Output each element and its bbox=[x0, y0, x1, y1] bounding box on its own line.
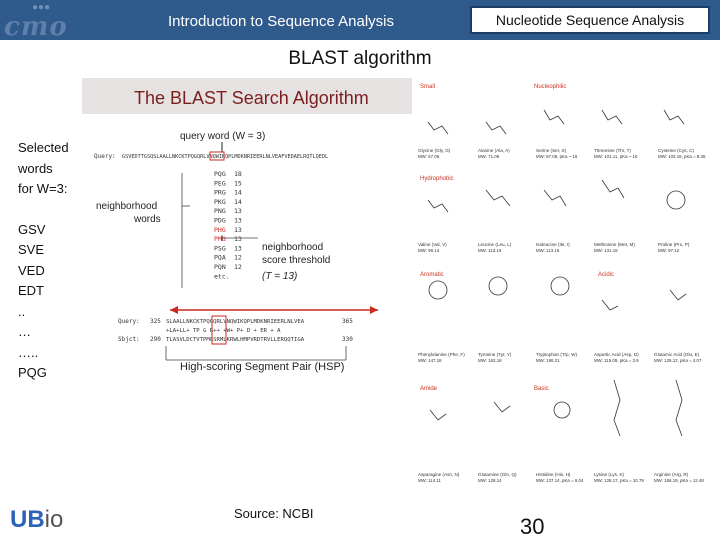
amino-acid-mw: MW: 128.17, pKa = 10.79 bbox=[594, 478, 644, 483]
neighborhood-score: 13 bbox=[234, 207, 242, 216]
amino-acid-name: Glycine (Gly, G) bbox=[418, 148, 451, 153]
amino-acid-mw: MW: 113.16 bbox=[478, 248, 502, 253]
amino-acid-name: Serine (Ser, S) bbox=[536, 148, 567, 153]
amino-acid-mw: MW: 99.14 bbox=[418, 248, 440, 253]
slide-title: BLAST algorithm bbox=[288, 48, 432, 69]
header-bar bbox=[0, 0, 720, 40]
source-credit: Source: NCBI bbox=[234, 506, 314, 521]
hsp-label: High-scoring Segment Pair (HSP) bbox=[180, 361, 345, 373]
amino-acid-mw: MW: 147.18 bbox=[418, 358, 442, 363]
logo-main: UB bbox=[10, 506, 45, 533]
word-item: VED bbox=[18, 262, 45, 278]
word-item: PQG bbox=[18, 365, 47, 380]
neighborhood-word: PEG bbox=[214, 179, 226, 188]
amino-acid-mw: MW: 129.12, pKa = 4.07 bbox=[654, 358, 702, 363]
neighborhood-word: PKG bbox=[214, 197, 226, 206]
amino-acid-name: Cysteine (Cys, C) bbox=[658, 148, 694, 153]
neighborhood-score: 12 bbox=[234, 263, 242, 271]
section-tag: Nucleotide Sequence Analysis bbox=[470, 6, 710, 34]
amino-group-label: Acidic bbox=[598, 272, 615, 278]
neighborhood-score: 12 bbox=[234, 253, 242, 262]
neighborhood-word: PHG bbox=[214, 225, 226, 234]
threshold-label: neighborhood score threshold bbox=[262, 242, 331, 266]
amino-acid-mw: MW: 57.05 bbox=[418, 154, 440, 159]
amino-acid-mw: MW: 71.09 bbox=[478, 154, 500, 159]
neighborhood-word: PMG bbox=[214, 235, 226, 244]
logo-suffix: io bbox=[44, 506, 64, 533]
neighborhood-word: PQA bbox=[214, 253, 226, 262]
align-sbjct-end: 330 bbox=[342, 336, 353, 343]
word-item: … bbox=[18, 324, 31, 339]
intro-line: words bbox=[18, 160, 53, 176]
amino-acid-name: Valine (Val, V) bbox=[418, 242, 447, 247]
word-item: GSV bbox=[18, 221, 46, 237]
neighborhood-score: 13 bbox=[234, 244, 242, 253]
blast-figure bbox=[82, 78, 412, 378]
course-title: Introduction to Sequence Analysis bbox=[168, 13, 394, 30]
amino-acid-mw: MW: 137.14, pKa = 6.04 bbox=[536, 478, 584, 483]
amino-acid-mw: MW: 97.12 bbox=[658, 248, 680, 253]
neighborhood-word: PQN bbox=[214, 263, 226, 271]
neighborhood-score: 14 bbox=[234, 197, 242, 206]
query-label: Query: bbox=[94, 153, 116, 160]
amino-acid-mw: MW: 186.21 bbox=[536, 358, 560, 363]
query-sequence: GSVEDTTGSQSLAALLNKCKTPQGQRLVNQWIKQPLMDKNRIEERLNLVEAFVEDAELRQTLQEDL bbox=[122, 154, 329, 160]
amino-acid-name: Phenylalanine (Phe, F) bbox=[418, 352, 465, 357]
amino-group-label: Amide bbox=[420, 386, 438, 392]
page-number: 30 bbox=[520, 514, 545, 539]
amino-acid-mw: MW: 87.08, pKa ~ 16 bbox=[536, 154, 578, 159]
amino-acid-mw: MW: 131.19 bbox=[594, 248, 618, 253]
figure-title: The BLAST Search Algorithm bbox=[134, 88, 369, 108]
amino-group-label: Aromatic bbox=[420, 272, 444, 278]
neighborhood-score: 13 bbox=[234, 225, 242, 234]
neighborhood-word: PNG bbox=[214, 207, 226, 216]
amino-acid-mw: MW: 115.09, pKa = 3.9 bbox=[594, 358, 639, 363]
align-query-label: Query: bbox=[118, 318, 140, 325]
amino-group-label: Small bbox=[420, 84, 436, 90]
align-sbjct-label: Sbjct: bbox=[118, 336, 140, 343]
word-item: EDT bbox=[18, 283, 44, 298]
amino-acid-mw: MW: 101.11, pKa ~ 16 bbox=[594, 154, 638, 159]
selected-words-list bbox=[18, 138, 69, 384]
intro-line: Selected bbox=[18, 140, 69, 155]
amino-acid-name: Lysine (Lys, K) bbox=[594, 472, 625, 477]
neighborhood-word: PQG bbox=[214, 170, 226, 178]
threshold-value: (T = 13) bbox=[262, 271, 298, 282]
amino-acid-name: Tryptophan (Trp, W) bbox=[536, 352, 578, 357]
cmo-logo bbox=[4, 2, 84, 40]
amino-acid-name: Tyrosine (Tyr, Y) bbox=[478, 352, 512, 357]
align-query-seq: SLAALLNKCKTPQGQRLVNQWIKQPLMDKNRIEERLNLVEA bbox=[166, 319, 305, 325]
align-query-start: 325 bbox=[150, 318, 161, 325]
neighborhood-score: 14 bbox=[234, 188, 242, 197]
amino-acid-mw: MW: 103.15, pKa = 8.35 bbox=[658, 154, 706, 159]
amino-group-label: Nucleophilic bbox=[534, 84, 567, 90]
amino-acid-name: Proline (Pro, P) bbox=[658, 242, 690, 247]
amino-acid-name: Glutamic Acid (Glu, E) bbox=[654, 352, 700, 357]
amino-acid-name: Arginine (Arg, R) bbox=[654, 472, 689, 477]
word-item: .. bbox=[18, 303, 26, 319]
neighborhood-score: 13 bbox=[234, 216, 242, 225]
amino-acid-name: Isoleucine (Ile, I) bbox=[536, 242, 570, 247]
neighborhood-label: neighborhood words bbox=[96, 201, 161, 225]
intro-line: for W=3: bbox=[18, 181, 68, 196]
neighborhood-word: etc. bbox=[214, 272, 230, 281]
amino-acid-mw: MW: 163.18 bbox=[478, 358, 502, 363]
neighborhood-score: 13 bbox=[234, 235, 242, 244]
amino-acid-mw: MW: 114.11 bbox=[418, 478, 441, 483]
logo-text: cmo bbox=[4, 12, 68, 42]
align-query-end: 365 bbox=[342, 318, 353, 325]
amino-acid-name: Methionine (Met, M) bbox=[594, 242, 635, 247]
amino-acid-mw: MW: 156.19, pKa = 12.48 bbox=[654, 478, 704, 483]
align-sbjct-start: 290 bbox=[150, 336, 161, 343]
amino-acid-chart bbox=[414, 80, 718, 490]
neighborhood-word: PSG bbox=[214, 244, 226, 253]
neighborhood-score: 15 bbox=[234, 179, 242, 188]
amino-acid-name: Aspartic Acid (Asp, D) bbox=[594, 352, 639, 357]
word-item: ….. bbox=[18, 344, 39, 360]
amino-acid-name: Asparagine (Asn, N) bbox=[418, 472, 460, 477]
neighborhood-word: PDG bbox=[214, 216, 226, 225]
amino-group-label: Basic bbox=[534, 386, 549, 392]
amino-acid-name: Alanine (Ala, A) bbox=[478, 148, 510, 153]
amino-group-label: Hydrophobic bbox=[420, 176, 454, 182]
amino-acid-mw: MW: 113.16 bbox=[536, 248, 560, 253]
align-mid-seq: +LA+LL+ TP G R++ +W+ P+ D + ER + A bbox=[166, 328, 281, 334]
amino-acid-mw: MW: 128.14 bbox=[478, 478, 502, 483]
neighborhood-word: PRG bbox=[214, 188, 226, 197]
amino-acid-name: Histidine (His, H) bbox=[536, 472, 571, 477]
ubio-logo bbox=[10, 506, 63, 534]
neighborhood-score: 18 bbox=[234, 170, 242, 178]
query-word-label: query word (W = 3) bbox=[180, 131, 266, 142]
amino-acid-name: Threonine (Thr, T) bbox=[594, 148, 631, 153]
amino-acid-name: Leucine (Leu, L) bbox=[478, 242, 512, 247]
align-sbjct-seq: TLASVLDCTVTPMGSRMLKRWLHMPVRDTRVLLERQQTIGA bbox=[166, 337, 305, 343]
word-item: SVE bbox=[18, 242, 45, 257]
amino-acid-name: Glutamine (Gln, Q) bbox=[478, 472, 517, 477]
logo-dots-icon: ●●● bbox=[32, 2, 51, 13]
